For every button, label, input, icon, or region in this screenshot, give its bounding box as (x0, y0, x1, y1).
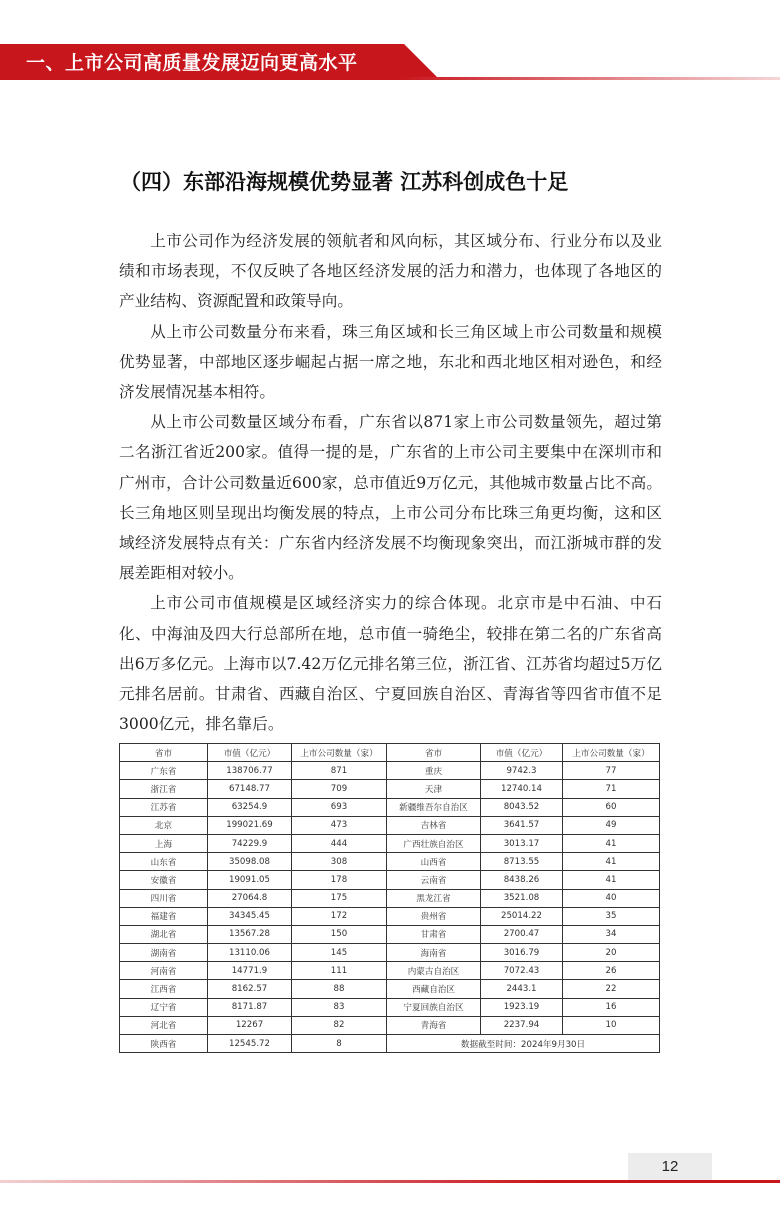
table-cell: 3641.57 (481, 816, 563, 834)
paragraph: 上市公司作为经济发展的领航者和风向标，其区域分布、行业分布以及业绩和市场表现，不仅反映了各地区经济发展的活力和潜力，也体现了各地区的产业结构、资源配置和政策导向。 (119, 232, 662, 311)
table-cell: 138706.77 (208, 762, 292, 780)
table-row (120, 762, 660, 780)
table-cell: 8171.87 (208, 998, 292, 1016)
table-cell: 天津 (387, 780, 481, 798)
table-cell: 871 (292, 762, 387, 780)
table-cell: 709 (292, 780, 387, 798)
column-header: 省市 (120, 744, 208, 762)
table-cell: 172 (292, 907, 387, 925)
table-cell: 北京 (120, 816, 208, 834)
table-cell: 安徽省 (120, 871, 208, 889)
footer-accent-line (0, 1180, 780, 1183)
table-cell: 150 (292, 925, 387, 943)
table-cell: 77 (563, 762, 660, 780)
section-heading: （四）东部沿海规模优势显著 江苏科创成色十足 (120, 170, 569, 194)
table-cell: 新疆维吾尔自治区 (387, 798, 481, 816)
table-row (120, 834, 660, 852)
table-row (120, 1016, 660, 1034)
table-row (120, 925, 660, 943)
table-cell: 83 (292, 998, 387, 1016)
paragraph: 上市公司市值规模是区域经济实力的综合体现。北京市是中石油、中石化、中海油及四大行总部所在地，总市值一骑绝尘，较排在第二名的广东省高出6万多亿元。上海市以7.42万亿元排名第三位，浙江省、江苏省均超过5万亿元排名居前。甘肃省、西藏自治区、宁夏回族自治区、青海省等四省市值不足3000亿元，排名靠后。 (119, 594, 662, 734)
table-cell: 10 (563, 1016, 660, 1034)
table-cell: 20 (563, 944, 660, 962)
table-cell: 693 (292, 798, 387, 816)
table-cell: 14771.9 (208, 962, 292, 980)
table-cell: 宁夏回族自治区 (387, 998, 481, 1016)
table-cell: 199021.69 (208, 816, 292, 834)
table-cell: 3521.08 (481, 889, 563, 907)
column-header: 市值（亿元） (481, 744, 563, 762)
data-date-note: 数据截至时间：2024年9月30日 (387, 1035, 660, 1053)
table-row (120, 998, 660, 1016)
table-row (120, 907, 660, 925)
table-cell: 8 (292, 1035, 387, 1053)
table-cell: 8713.55 (481, 853, 563, 871)
table-cell: 8043.52 (481, 798, 563, 816)
table-cell: 河北省 (120, 1016, 208, 1034)
page-number: 12 (661, 1158, 679, 1175)
table-cell: 88 (292, 980, 387, 998)
table-cell: 444 (292, 834, 387, 852)
table-cell: 8438.26 (481, 871, 563, 889)
table-cell: 海南省 (387, 944, 481, 962)
table-cell: 25014.22 (481, 907, 563, 925)
table-cell: 河南省 (120, 962, 208, 980)
table-cell: 辽宁省 (120, 998, 208, 1016)
table-cell: 40 (563, 889, 660, 907)
table-cell: 浙江省 (120, 780, 208, 798)
table-cell: 贵州省 (387, 907, 481, 925)
banner-accent-line (400, 77, 780, 80)
column-header: 上市公司数量（家） (292, 744, 387, 762)
column-header: 省市 (387, 744, 481, 762)
chapter-title: 一、上市公司高质量发展迈向更高水平 (26, 52, 358, 74)
table-cell: 74229.9 (208, 834, 292, 852)
table-cell: 12545.72 (208, 1035, 292, 1053)
table-cell: 广东省 (120, 762, 208, 780)
table-cell: 上海 (120, 834, 208, 852)
column-header: 上市公司数量（家） (563, 744, 660, 762)
table-cell: 16 (563, 998, 660, 1016)
table-cell: 27064.8 (208, 889, 292, 907)
table-cell: 云南省 (387, 871, 481, 889)
table-cell: 26 (563, 962, 660, 980)
table-cell: 内蒙古自治区 (387, 962, 481, 980)
table-cell: 12740.14 (481, 780, 563, 798)
table-cell: 四川省 (120, 889, 208, 907)
table-cell: 湖北省 (120, 925, 208, 943)
table-cell: 308 (292, 853, 387, 871)
table-cell: 41 (563, 834, 660, 852)
table-cell: 71 (563, 780, 660, 798)
table-cell: 山东省 (120, 853, 208, 871)
table-cell: 473 (292, 816, 387, 834)
table-cell: 22 (563, 980, 660, 998)
table-row (120, 962, 660, 980)
table-row (120, 944, 660, 962)
table-body (120, 762, 660, 1053)
body-text (119, 226, 662, 739)
table-cell: 12267 (208, 1016, 292, 1034)
table-cell: 63254.9 (208, 798, 292, 816)
table-cell: 3016.79 (481, 944, 563, 962)
province-market-table (119, 743, 660, 1053)
table-cell: 13110.06 (208, 944, 292, 962)
table-cell: 黑龙江省 (387, 889, 481, 907)
table-row (120, 889, 660, 907)
table-cell: 145 (292, 944, 387, 962)
column-header: 市值（亿元） (208, 744, 292, 762)
table-row (120, 853, 660, 871)
table-cell: 2700.47 (481, 925, 563, 943)
table-cell: 9742.3 (481, 762, 563, 780)
table-cell: 41 (563, 853, 660, 871)
table-cell: 江苏省 (120, 798, 208, 816)
table-cell: 41 (563, 871, 660, 889)
paragraph: 从上市公司数量区域分布看，广东省以871家上市公司数量领先，超过第二名浙江省近200家。值得一提的是，广东省的上市公司主要集中在深圳市和广州市，合计公司数量近600家，总市值近9万亿元，其他城市数量占比不高。长三角地区则呈现出均衡发展的特点，上市公司分布比珠三角更均衡，这和区域经济发展特点有关：广东省内经济发展不均衡现象突出，而江浙城市群的发展差距相对较小。 (119, 413, 662, 583)
table-cell: 福建省 (120, 907, 208, 925)
table-cell: 江西省 (120, 980, 208, 998)
table-cell: 49 (563, 816, 660, 834)
table-cell: 3013.17 (481, 834, 563, 852)
table-row (120, 816, 660, 834)
table-cell: 19091.05 (208, 871, 292, 889)
table-cell: 青海省 (387, 1016, 481, 1034)
table-cell: 60 (563, 798, 660, 816)
table-cell: 67148.77 (208, 780, 292, 798)
table-cell: 7072.43 (481, 962, 563, 980)
table-cell: 35098.08 (208, 853, 292, 871)
table-cell: 82 (292, 1016, 387, 1034)
table-cell: 34345.45 (208, 907, 292, 925)
table-cell: 2443.1 (481, 980, 563, 998)
table-cell: 34 (563, 925, 660, 943)
table-cell: 吉林省 (387, 816, 481, 834)
table-row (120, 798, 660, 816)
table-cell: 35 (563, 907, 660, 925)
table-row (120, 780, 660, 798)
table-cell: 山西省 (387, 853, 481, 871)
table-header-row (120, 744, 660, 762)
table-cell: 陕西省 (120, 1035, 208, 1053)
table-cell: 175 (292, 889, 387, 907)
table-cell: 湖南省 (120, 944, 208, 962)
table-cell: 西藏自治区 (387, 980, 481, 998)
table-cell: 1923.19 (481, 998, 563, 1016)
table-cell: 178 (292, 871, 387, 889)
table-cell: 13567.28 (208, 925, 292, 943)
table-cell: 甘肃省 (387, 925, 481, 943)
table-cell: 111 (292, 962, 387, 980)
table-cell: 广西壮族自治区 (387, 834, 481, 852)
table-row (120, 980, 660, 998)
table-row (120, 871, 660, 889)
paragraph: 从上市公司数量分布来看，珠三角区域和长三角区域上市公司数量和规模优势显著，中部地区逐步崛起占据一席之地，东北和西北地区相对逊色，和经济发展情况基本相符。 (119, 322, 662, 402)
table-cell: 8162.57 (208, 980, 292, 998)
table-cell: 2237.94 (481, 1016, 563, 1034)
table-cell: 重庆 (387, 762, 481, 780)
table-row (120, 1035, 660, 1053)
